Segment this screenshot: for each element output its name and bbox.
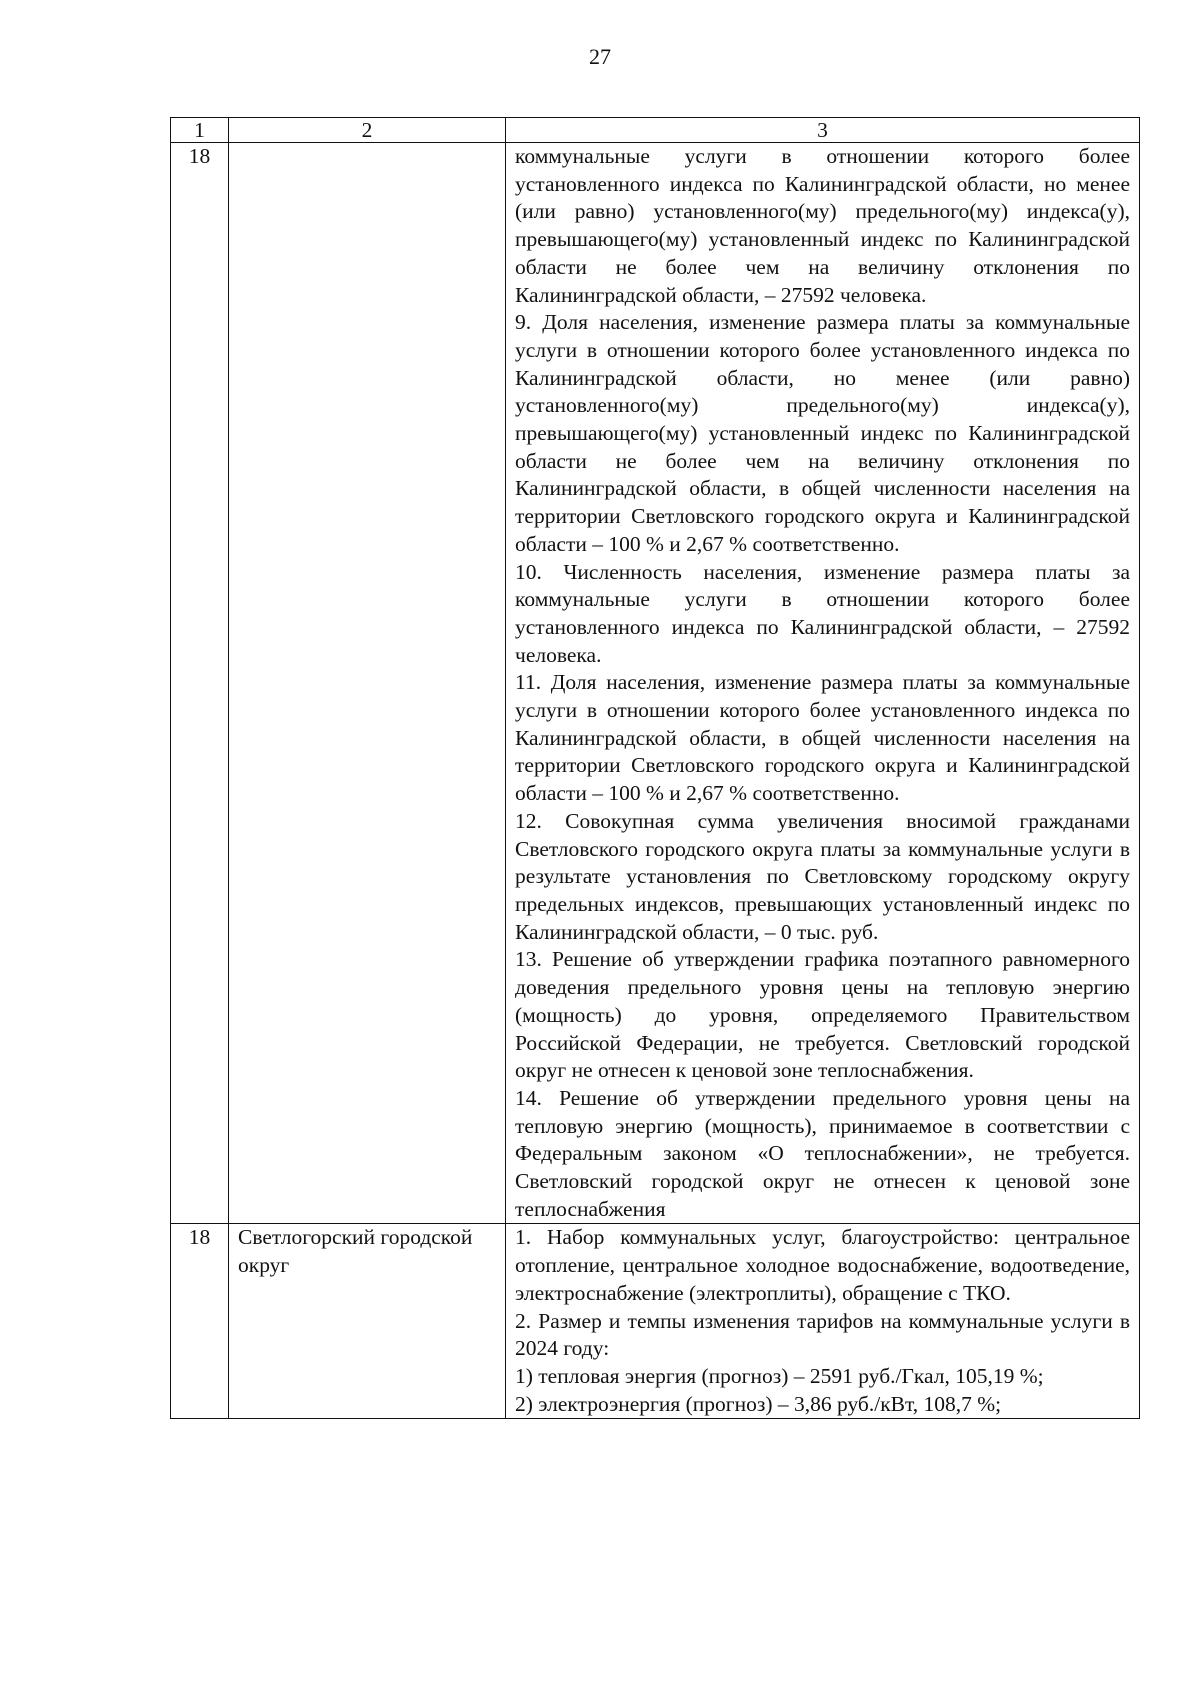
paragraph: 2) электроэнергия (прогноз) – 3,86 руб./кВт, 108,7 %;	[515, 1391, 1002, 1416]
paragraph: 1. Набор коммунальных услуг, благоустройство: центральное отопление, центральное холодное водоснабжение, водоотведение, электроснабжение (электроплиты), обращение с ТКО.	[515, 1225, 1130, 1305]
header-col-1: 1	[171, 118, 229, 143]
table-row	[171, 143, 1140, 1224]
page-number: 27	[589, 44, 611, 69]
municipality-name-text: Светлогорский городской округ	[238, 1225, 473, 1278]
row-number: 18	[171, 143, 229, 1224]
paragraph: 12. Совокупная сумма увеличения вносимой гражданами Светловского городского округа платы за коммунальные услуги в результате установления по Светловскому городскому округу предельных индексов, превышающих установленный индекс по Калининградской области, – 0 тыс. руб.	[515, 808, 1130, 944]
table-row	[171, 1224, 1140, 1419]
municipality-name	[229, 1224, 506, 1419]
paragraph: 11. Доля населения, изменение размера платы за коммунальные услуги в отношении которого более установленного индекса по Калининградской области, в общей численности населения на территории Светловского городского округа и Калининградской области – 100 % и 2,67 % соответственно.	[515, 670, 1130, 806]
header-col-2: 2	[229, 118, 506, 143]
paragraph: 13. Решение об утверждении графика поэтапного равномерного доведения предельного уровня цены на тепловую энергию (мощность) до уровня, определяемого Правительством Российской Федерации, не требуется. Светловский городской округ не отнесен к ценовой зоне теплоснабжения.	[515, 947, 1130, 1083]
row-content	[506, 1224, 1140, 1419]
row-number: 18	[171, 1224, 229, 1419]
header-col-3: 3	[506, 118, 1140, 143]
paragraph: 14. Решение об утверждении предельного уровня цены на тепловую энергию (мощность), принимаемое в соответствии с Федеральным законом «О теплоснабжении», не требуется. Светловский городской округ не отнесен к ценовой зоне теплоснабжения	[515, 1085, 1130, 1221]
municipality-name	[229, 143, 506, 1224]
municipal-tariff-table	[170, 117, 1140, 1419]
paragraph: 9. Доля населения, изменение размера платы за коммунальные услуги в отношении которого более установленного индекса по Калининградской области, но менее (или равно) установленного(му) предельного(му) индекса(у), превышающего(му) установленный индекс по Калининградской области не более чем на величину отклонения по Калининградской области, в общей численности населения на территории Светловского городского округа и Калининградской области – 100 % и 2,67 % соответственно.	[515, 310, 1130, 556]
paragraph: 10. Численность населения, изменение размера платы за коммунальные услуги в отношении которого более установленного индекса по Калининградской области, – 27592 человека.	[515, 559, 1130, 667]
paragraph: коммунальные услуги в отношении которого более установленного индекса по Калининградской области, но менее (или равно) установленного(му) предельного(му) индекса(у), превышающего(му) установленный индекс по Калининградской области не более чем на величину отклонения по Калининградской области, – 27592 человека.	[515, 144, 1130, 307]
table-header-row	[171, 118, 1140, 143]
paragraph: 2. Размер и темпы изменения тарифов на коммунальные услуги в 2024 году:	[515, 1308, 1130, 1361]
paragraph: 1) тепловая энергия (прогноз) – 2591 руб./Гкал, 105,19 %;	[515, 1363, 1044, 1388]
row-content	[506, 143, 1140, 1224]
